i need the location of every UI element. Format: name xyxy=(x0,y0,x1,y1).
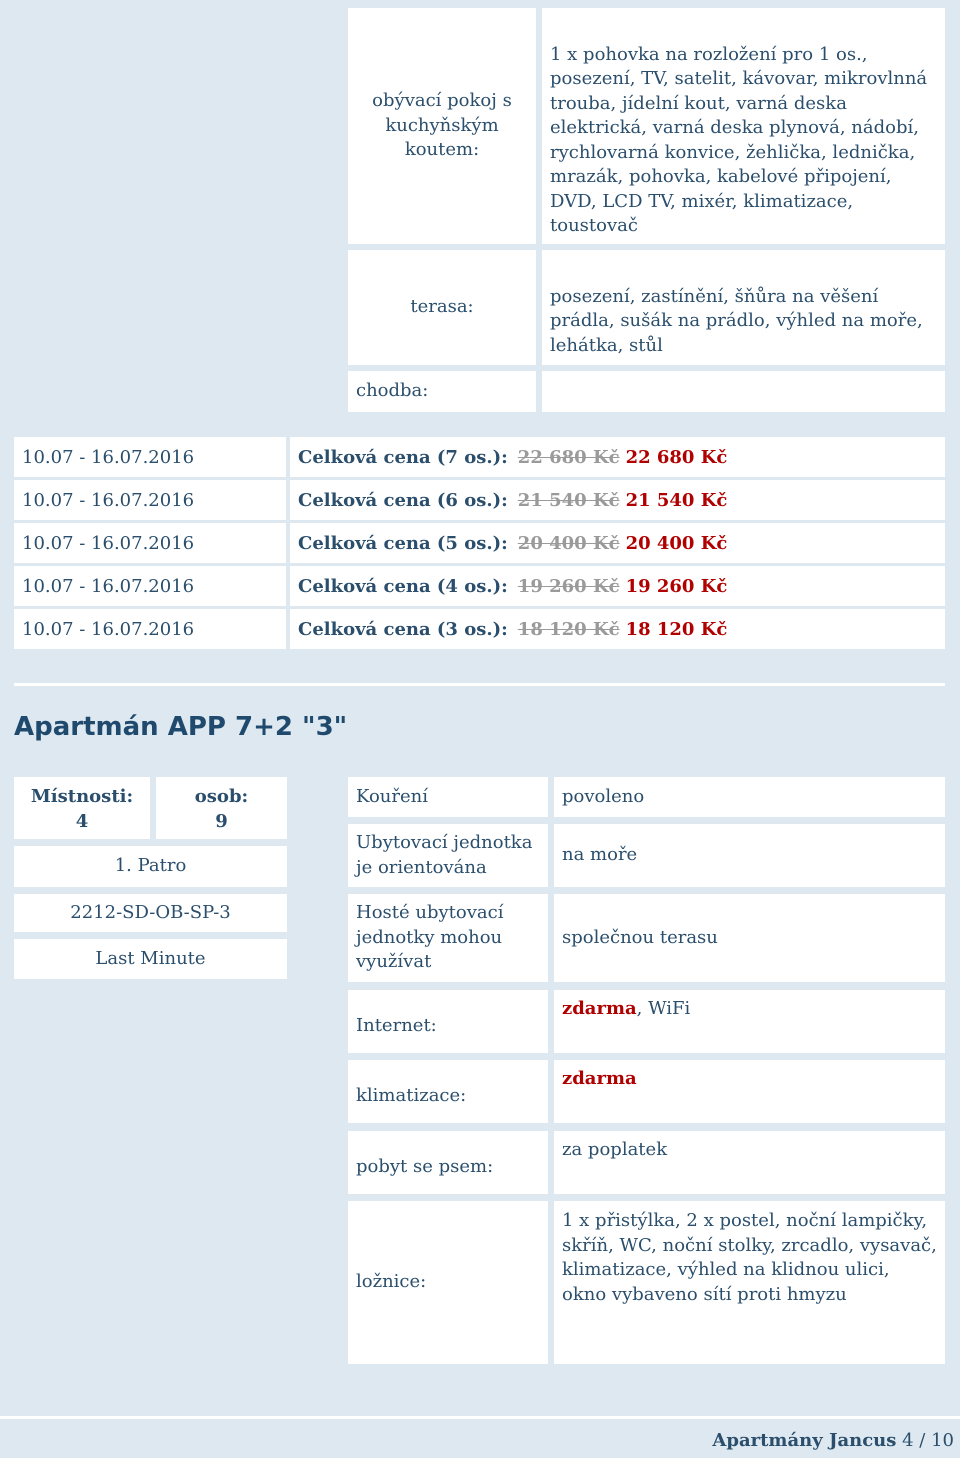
price-row xyxy=(14,437,945,477)
feature-value-text: povoleno xyxy=(562,785,645,807)
floor-box xyxy=(14,846,287,887)
price-details xyxy=(290,480,945,520)
feature-label-smoking xyxy=(348,777,548,817)
price-dates: 10.07 - 16.07.2016 xyxy=(14,609,286,649)
rooms-label: Místnosti: xyxy=(30,786,134,807)
price-new: 18 120 Kč xyxy=(625,618,728,640)
feature-label-pets xyxy=(348,1131,548,1194)
apartment-title: Apartmán APP 7+2 "3" xyxy=(14,712,348,742)
page-footer xyxy=(712,1430,954,1451)
feature-label-air-conditioning xyxy=(348,1060,548,1123)
price-old: 20 400 Kč xyxy=(517,532,620,554)
price-dates: 10.07 - 16.07.2016 xyxy=(14,437,286,477)
feature-label-text: Internet: xyxy=(356,1015,437,1037)
price-details xyxy=(290,609,945,649)
persons-label: osob: xyxy=(194,786,249,807)
rooms-value: 4 xyxy=(75,810,89,832)
price-new: 22 680 Kč xyxy=(625,446,728,468)
room-label-living xyxy=(348,8,536,244)
feature-label-text: klimatizace: xyxy=(356,1085,467,1107)
feature-value-guests-use xyxy=(554,894,945,982)
section-divider xyxy=(14,683,945,686)
room-label-hallway-text: chodba: xyxy=(356,380,429,402)
feature-label-guests-use xyxy=(348,894,548,982)
feature-label-text: ložnice: xyxy=(356,1271,427,1293)
room-amenities-terrace-text: posezení, zastínění, šňůra na věšení prádla, sušák na prádlo, výhled na moře, lehátka, stůl xyxy=(550,285,923,356)
room-label-terrace xyxy=(348,250,536,365)
price-new: 21 540 Kč xyxy=(625,489,728,511)
room-amenities-hallway xyxy=(542,371,945,412)
price-label: Celková cena (5 os.): xyxy=(298,532,508,554)
feature-value-text: na moře xyxy=(562,844,638,866)
price-old: 22 680 Kč xyxy=(517,446,620,468)
air-conditioning-free: zdarma xyxy=(562,1068,637,1089)
feature-label-orientation xyxy=(348,824,548,887)
room-amenities-terrace xyxy=(542,250,945,365)
feature-value-smoking xyxy=(554,777,945,817)
code-box xyxy=(14,894,287,932)
room-amenities-living-text: 1 x pohovka na rozložení pro 1 os., posezení, TV, satelit, kávovar, mikrovlnná trouba, jídelní kout, varná deska elektrická, varná deska plynová, nádobí, rychlovarná konvice, žehlička, lednička, mrazák, pohovka, kabelové připojení, DVD, LCD TV, mixér, klimatizace, toustovač xyxy=(550,43,928,236)
room-amenities-living xyxy=(542,8,945,244)
price-new: 19 260 Kč xyxy=(625,575,728,597)
feature-value-text: společnou terasu xyxy=(562,926,718,948)
price-label: Celková cena (4 os.): xyxy=(298,575,508,597)
apartment-code: 2212-SD-OB-SP-3 xyxy=(70,901,231,923)
feature-value-pets xyxy=(554,1131,945,1194)
feature-label-internet xyxy=(348,990,548,1053)
room-label-terrace-text: terasa: xyxy=(410,296,474,318)
price-row xyxy=(14,523,945,563)
price-dates: 10.07 - 16.07.2016 xyxy=(14,523,286,563)
room-label-living-text: obývací pokoj s kuchyňským koutem: xyxy=(372,90,512,161)
internet-free: zdarma xyxy=(562,998,637,1019)
footer-page-number: 4 / 10 xyxy=(902,1430,954,1451)
price-details xyxy=(290,437,945,477)
persons-value: 9 xyxy=(215,810,228,832)
price-row xyxy=(14,609,945,649)
price-details xyxy=(290,566,945,606)
feature-value-orientation xyxy=(554,824,945,887)
floor-value: 1. Patro xyxy=(114,855,187,877)
price-details xyxy=(290,523,945,563)
feature-label-text: Kouření xyxy=(356,785,428,807)
feature-label-text: Ubytovací jednotka je orientována xyxy=(356,832,533,878)
price-label: Celková cena (3 os.): xyxy=(298,618,508,640)
room-label-hallway xyxy=(348,371,536,412)
feature-label-text: Hosté ubytovací jednotky mohou využívat xyxy=(356,902,504,973)
feature-label-bedroom xyxy=(348,1201,548,1364)
price-dates: 10.07 - 16.07.2016 xyxy=(14,480,286,520)
rooms-count-box xyxy=(14,777,150,839)
price-new: 20 400 Kč xyxy=(625,532,728,554)
price-old: 18 120 Kč xyxy=(517,618,620,640)
feature-value-text: za poplatek xyxy=(562,1139,668,1160)
feature-value-bedroom xyxy=(554,1201,945,1364)
last-minute-label: Last Minute xyxy=(95,947,206,969)
price-old: 21 540 Kč xyxy=(517,489,620,511)
last-minute-box xyxy=(14,939,287,979)
feature-value-air-conditioning xyxy=(554,1060,945,1123)
feature-value-internet xyxy=(554,990,945,1053)
price-label: Celková cena (7 os.): xyxy=(298,446,508,468)
feature-label-text: pobyt se psem: xyxy=(356,1156,494,1178)
persons-count-box xyxy=(156,777,287,839)
price-row xyxy=(14,566,945,606)
feature-value-text: 1 x přistýlka, 2 x postel, noční lampičky, skříň, WC, noční stolky, zrcadlo, vysavač, klimatizace, výhled na klidnou ulici, okno vybaveno sítí proti hmyzu xyxy=(562,1210,937,1305)
price-row xyxy=(14,480,945,520)
price-old: 19 260 Kč xyxy=(517,575,620,597)
footer-brand: Apartmány Jancus xyxy=(712,1430,897,1451)
footer-divider xyxy=(0,1416,960,1419)
internet-type: , WiFi xyxy=(636,998,691,1019)
price-label: Celková cena (6 os.): xyxy=(298,489,508,511)
price-dates: 10.07 - 16.07.2016 xyxy=(14,566,286,606)
